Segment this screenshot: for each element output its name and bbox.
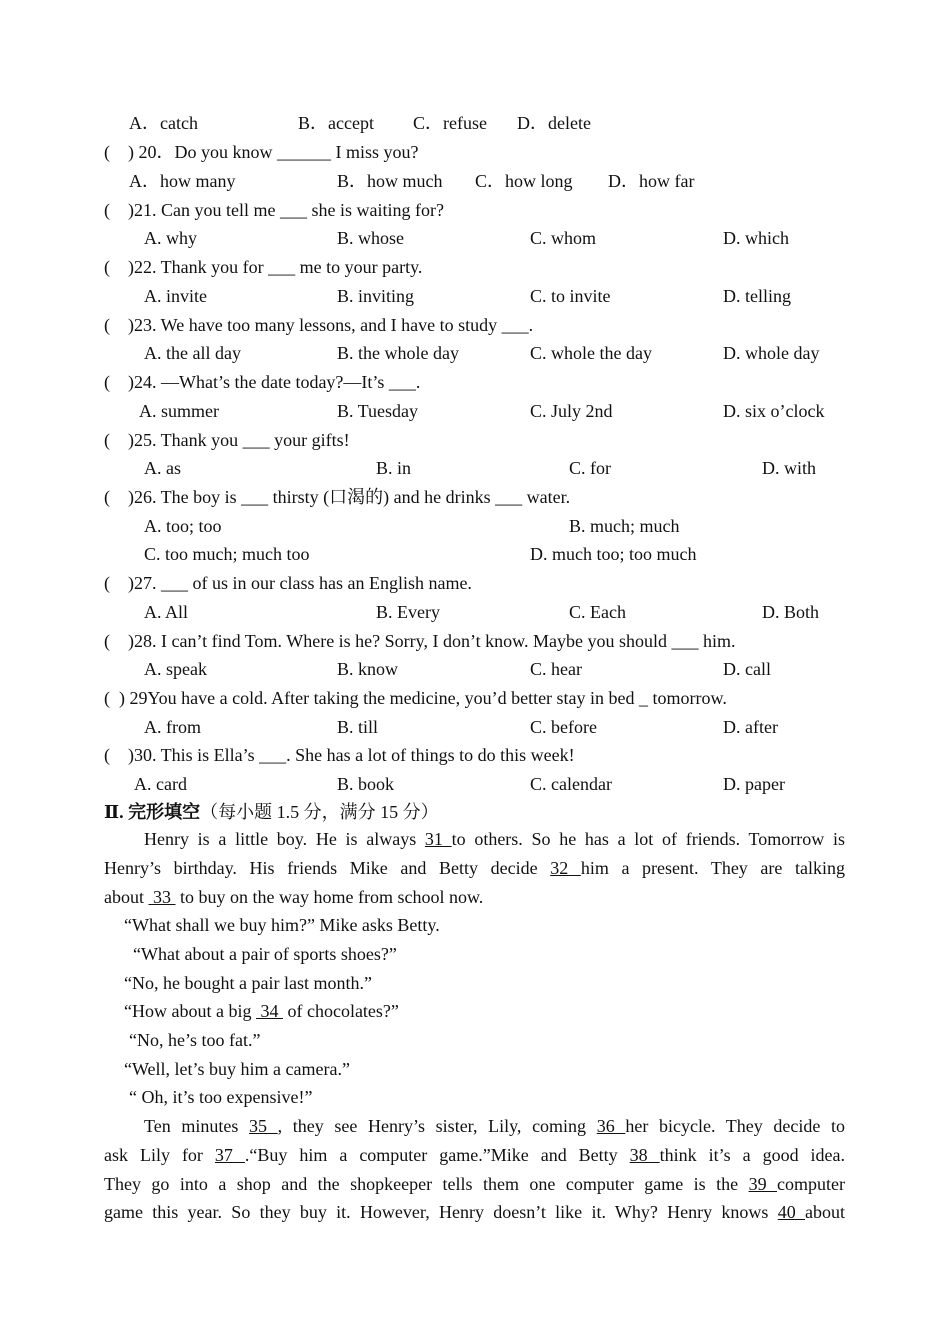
blank-37: 37 bbox=[214, 1145, 245, 1165]
passage-text: to buy on the way home from school now. bbox=[180, 887, 484, 907]
passage-line-2 bbox=[104, 858, 845, 878]
q24-stem: ( )24. —What’s the date today?—It’s ___. bbox=[104, 372, 421, 392]
q28-option-a: A. speak bbox=[144, 659, 207, 679]
passage-line-6 bbox=[104, 1174, 845, 1194]
q22-option-b: B. inviting bbox=[337, 286, 415, 306]
q24-option-d: D. six o’clock bbox=[723, 401, 825, 421]
passage-text: about bbox=[104, 887, 144, 907]
blank-35: 35 bbox=[249, 1116, 278, 1136]
q22-stem: ( )22. Thank you for ___ me to your party. bbox=[104, 257, 423, 277]
q21-option-a: A. why bbox=[144, 228, 197, 248]
q23-stem: ( )23. We have too many lessons, and I have to study ___. bbox=[104, 315, 534, 335]
blank-31: 31 bbox=[424, 829, 452, 849]
q23-option-b: B. the whole day bbox=[337, 343, 459, 363]
q21-option-d: D. which bbox=[723, 228, 789, 248]
dialogue-line-6: “Well, let’s buy him a camera.” bbox=[124, 1059, 350, 1079]
blank-39: 39 bbox=[748, 1174, 778, 1194]
dialogue-line-4 bbox=[124, 1001, 399, 1021]
dialogue-line-2: “What about a pair of sports shoes?” bbox=[133, 944, 397, 964]
section-heading bbox=[104, 802, 439, 822]
q19-option-a: A．catch bbox=[129, 113, 198, 133]
passage-text: Ten minutes bbox=[144, 1116, 239, 1136]
q19-option-c: C．refuse bbox=[413, 113, 487, 133]
q20-option-d: D．how far bbox=[608, 171, 695, 191]
q26-option-a: A. too; too bbox=[144, 516, 222, 536]
q24-option-a: A. summer bbox=[139, 401, 219, 421]
dialogue-line-5: “No, he’s too fat.” bbox=[129, 1030, 261, 1050]
q30-option-d: D. paper bbox=[723, 774, 785, 794]
passage-text: game this year. So they buy it. However, Henry doesn’t like it. Why? Henry knows bbox=[104, 1202, 769, 1222]
passage-text: to others. So he has a lot of friends. Tomorrow is bbox=[451, 829, 845, 849]
q28-stem: ( )28. I can’t find Tom. Where is he? Sorry, I don’t know. Maybe you should ___ him. bbox=[104, 631, 736, 651]
q21-option-c: C. whom bbox=[530, 228, 597, 248]
blank-32: 32 bbox=[550, 858, 581, 878]
q22-option-a: A. invite bbox=[144, 286, 207, 306]
q19-option-d: D．delete bbox=[517, 113, 591, 133]
passage-line-7 bbox=[104, 1202, 845, 1222]
q30-stem: ( )30. This is Ella’s ___. She has a lot of things to do this week! bbox=[104, 745, 575, 765]
passage-text: think it’s a good idea. bbox=[659, 1145, 846, 1165]
passage-text: of chocolates?” bbox=[287, 1001, 399, 1021]
dialogue-line-3: “No, he bought a pair last month.” bbox=[124, 973, 372, 993]
blank-38: 38 bbox=[629, 1145, 660, 1165]
q27-option-c: C. Each bbox=[569, 602, 626, 622]
q25-option-c: C. for bbox=[569, 458, 611, 478]
q27-stem: ( )27. ___ of us in our class has an English name. bbox=[104, 573, 472, 593]
q26-option-d: D. much too; too much bbox=[530, 544, 697, 564]
blank-33: 33 bbox=[148, 887, 176, 907]
q27-option-d: D. Both bbox=[762, 602, 820, 622]
passage-text: computer bbox=[777, 1174, 846, 1194]
passage-line-5 bbox=[104, 1145, 845, 1165]
q28-option-d: D. call bbox=[723, 659, 771, 679]
q24-option-b: B. Tuesday bbox=[337, 401, 419, 421]
q25-option-a: A. as bbox=[144, 458, 181, 478]
q26-stem: ( )26. The boy is ___ thirsty (口渴的) and he drinks ___ water. bbox=[104, 487, 571, 507]
q30-option-c: C. calendar bbox=[530, 774, 612, 794]
q25-option-b: B. in bbox=[376, 458, 412, 478]
section-note: （每小题 1.5 分，满分 15 分） bbox=[200, 802, 439, 822]
q28-option-c: C. hear bbox=[530, 659, 582, 679]
passage-text: “How about a big bbox=[124, 1001, 252, 1021]
passage-text: Henry is a little boy. He is always bbox=[144, 829, 417, 849]
q29-option-d: D. after bbox=[723, 717, 778, 737]
q29-option-c: C. before bbox=[530, 717, 597, 737]
q22-option-c: C. to invite bbox=[530, 286, 611, 306]
passage-text: .“Buy him a computer game.”Mike and Betty bbox=[244, 1145, 618, 1165]
q21-stem: ( )21. Can you tell me ___ she is waiting for? bbox=[104, 200, 444, 220]
q25-stem: ( )25. Thank you ___ your gifts! bbox=[104, 430, 350, 450]
q20-option-b: B．how much bbox=[337, 171, 443, 191]
dialogue-line-1: “What shall we buy him?” Mike asks Betty. bbox=[124, 915, 440, 935]
passage-text: her bicycle. They decide to bbox=[625, 1116, 845, 1136]
q19-option-b: B．accept bbox=[298, 113, 374, 133]
dialogue-line-7: “ Oh, it’s too expensive!” bbox=[129, 1087, 313, 1107]
section-title: Ⅱ. 完形填空 bbox=[104, 802, 201, 822]
q26-option-b: B. much; much bbox=[569, 516, 680, 536]
passage-text: They go into a shop and the shopkeeper tells them one computer game is the bbox=[104, 1174, 739, 1194]
passage-text: about bbox=[805, 1202, 845, 1222]
passage-line-4 bbox=[144, 1116, 845, 1136]
q27-option-b: B. Every bbox=[376, 602, 440, 622]
passage-text: ask Lily for bbox=[104, 1145, 203, 1165]
blank-34: 34 bbox=[255, 1001, 283, 1021]
q29-option-b: B. till bbox=[337, 717, 379, 737]
q28-option-b: B. know bbox=[337, 659, 399, 679]
q23-option-c: C. whole the day bbox=[530, 343, 652, 363]
q29-stem: ( ) 29You have a cold. After taking the medicine, you’d better stay in bed _ tomorrow. bbox=[104, 688, 727, 708]
passage-text: , they see Henry’s sister, Lily, coming bbox=[277, 1116, 587, 1136]
blank-36: 36 bbox=[596, 1116, 626, 1136]
q21-option-b: B. whose bbox=[337, 228, 404, 248]
passage-text: Henry’s birthday. His friends Mike and Betty decide bbox=[104, 858, 538, 878]
q25-option-d: D. with bbox=[762, 458, 816, 478]
q26-option-c: C. too much; much too bbox=[144, 544, 310, 564]
passage-line-3 bbox=[104, 887, 483, 907]
q20-option-a: A．how many bbox=[129, 171, 236, 191]
blank-40: 40 bbox=[777, 1202, 805, 1222]
q24-option-c: C. July 2nd bbox=[530, 401, 613, 421]
q27-option-a: A. All bbox=[144, 602, 189, 622]
passage-line-1 bbox=[144, 829, 845, 849]
q20-option-c: C．how long bbox=[475, 171, 573, 191]
q29-option-a: A. from bbox=[144, 717, 201, 737]
q23-option-d: D. whole day bbox=[723, 343, 820, 363]
q30-option-b: B. book bbox=[337, 774, 395, 794]
q30-option-a: A. card bbox=[134, 774, 187, 794]
passage-text: him a present. They are talking bbox=[580, 858, 846, 878]
q23-option-a: A. the all day bbox=[144, 343, 241, 363]
q22-option-d: D. telling bbox=[723, 286, 791, 306]
q20-stem: ( ) 20．Do you know ______ I miss you? bbox=[104, 142, 419, 162]
